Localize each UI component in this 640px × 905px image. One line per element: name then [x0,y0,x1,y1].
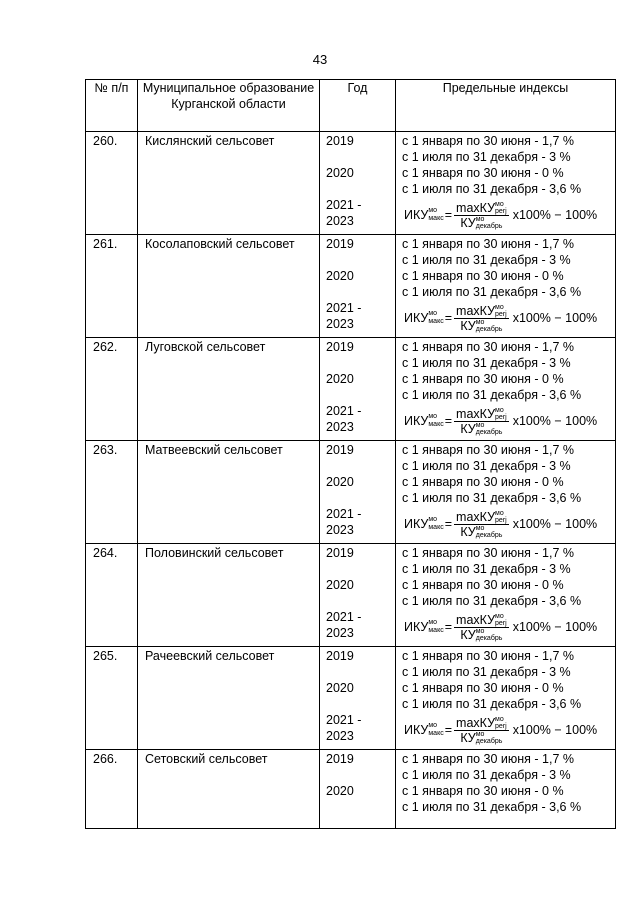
formula-numerator: maxКУ мо perj [456,303,507,318]
year-2019: 2019 [326,752,354,766]
formula-numerator: maxКУ мо perj [456,715,507,730]
period-index: с 1 января по 30 июня - 0 % [402,269,564,283]
period-index: с 1 января по 30 июня - 1,7 % [402,134,574,148]
page-number: 43 [312,52,328,67]
year-2020: 2020 [326,784,354,798]
period-index: с 1 июля по 31 декабря - 3 % [402,253,571,267]
period-index: с 1 января по 30 июня - 0 % [402,475,564,489]
year-2019: 2019 [326,340,354,354]
municipality-name: Кислянский сельсовет [138,132,320,235]
period-index: с 1 июля по 31 декабря - 3 % [402,562,571,576]
indices-cell [396,235,616,338]
formula-numerator: maxКУ мо perj [456,509,507,524]
indices-cell [396,750,616,829]
period-index: с 1 января по 30 июня - 1,7 % [402,649,574,663]
row-number: 264. [86,544,138,647]
municipality-name: Половинский сельсовет [138,544,320,647]
formula-lhs-sub: макс [428,318,444,325]
index-formula [402,403,615,439]
year-2020: 2020 [326,269,354,283]
municipality-name: Рачеевский сельсовет [138,647,320,750]
formula-denominator: КУ мо декабрь [460,730,503,745]
formula-lhs: ИКУ [404,414,429,428]
formula-fraction [454,407,509,436]
table-row [86,647,616,750]
header-indices: Предельные индексы [396,80,616,132]
formula-denominator: КУ мо декабрь [460,524,503,539]
indices-cell [396,132,616,235]
row-number: 266. [86,750,138,829]
index-formula [402,300,615,336]
row-number: 262. [86,338,138,441]
period-index: с 1 января по 30 июня - 1,7 % [402,443,574,457]
year-2019: 2019 [326,134,354,148]
formula-denominator: КУ мо декабрь [460,318,503,333]
formula-lhs: ИКУ [404,723,429,737]
header-year: Год [320,80,396,132]
formula-equals: = [444,517,453,531]
formula-lhs-sup: мо [428,722,438,729]
formula-fraction [454,201,509,230]
municipality-name: Косолаповский сельсовет [138,235,320,338]
formula-equals: = [444,723,453,737]
period-index: с 1 июля по 31 декабря - 3 % [402,356,571,370]
table-row [86,544,616,647]
formula-tail: x100% − 100% [512,414,598,428]
year-range-end: 2023 [326,317,354,331]
row-number: 263. [86,441,138,544]
header-municipality: Муниципальное образование Курганской области [138,80,320,132]
formula-fraction [454,716,509,745]
indices-cell [396,338,616,441]
formula-lhs: ИКУ [404,517,429,531]
formula-numerator: maxКУ мо perj [456,200,507,215]
formula-lhs-sub: макс [428,524,444,531]
period-index: с 1 января по 30 июня - 0 % [402,578,564,592]
formula-fraction [454,304,509,333]
indices-cell [396,441,616,544]
year-2019: 2019 [326,649,354,663]
formula-equals: = [444,208,453,222]
formula-denominator: КУ мо декабрь [460,627,503,642]
formula-lhs-sub: макс [428,215,444,222]
formula-equals: = [444,311,453,325]
year-cell [320,132,396,235]
year-2019: 2019 [326,443,354,457]
formula-lhs-sup: мо [428,207,438,214]
period-index: с 1 июля по 31 декабря - 3,6 % [402,388,582,402]
year-2020: 2020 [326,166,354,180]
formula-tail: x100% − 100% [512,723,598,737]
period-index: с 1 июля по 31 декабря - 3 % [402,768,571,782]
year-2019: 2019 [326,546,354,560]
header-num: № п/п [86,80,138,132]
formula-lhs-sup: мо [428,413,438,420]
formula-lhs: ИКУ [404,311,429,325]
year-cell [320,544,396,647]
year-range-end: 2023 [326,420,354,434]
period-index: с 1 января по 30 июня - 1,7 % [402,237,574,251]
period-index: с 1 июля по 31 декабря - 3 % [402,150,571,164]
formula-denominator: КУ мо декабрь [460,215,503,230]
formula-tail: x100% − 100% [512,517,598,531]
year-range-end: 2023 [326,729,354,743]
period-index: с 1 января по 30 июня - 1,7 % [402,546,574,560]
year-range-start: 2021 - [326,507,362,521]
formula-tail: x100% − 100% [512,208,598,222]
formula-lhs-sub: макс [428,627,444,634]
period-index: с 1 января по 30 июня - 1,7 % [402,340,574,354]
year-range-end: 2023 [326,626,354,640]
table-row [86,441,616,544]
period-index: с 1 января по 30 июня - 0 % [402,166,564,180]
year-range-end: 2023 [326,214,354,228]
row-number: 261. [86,235,138,338]
table-row [86,235,616,338]
formula-lhs-sub: макс [428,421,444,428]
municipality-name: Сетовский сельсовет [138,750,320,829]
period-index: с 1 июля по 31 декабря - 3 % [402,459,571,473]
period-index: с 1 января по 30 июня - 1,7 % [402,752,574,766]
year-cell [320,338,396,441]
formula-tail: x100% − 100% [512,620,598,634]
index-formula [402,609,615,645]
year-2020: 2020 [326,578,354,592]
row-number: 265. [86,647,138,750]
table-header-row [86,80,616,132]
formula-equals: = [444,620,453,634]
indices-table [85,79,616,829]
period-index: с 1 января по 30 июня - 0 % [402,784,564,798]
year-cell [320,750,396,829]
year-2020: 2020 [326,475,354,489]
indices-cell [396,647,616,750]
year-range-start: 2021 - [326,404,362,418]
period-index: с 1 июля по 31 декабря - 3,6 % [402,594,582,608]
formula-numerator: maxКУ мо perj [456,406,507,421]
index-formula [402,506,615,542]
period-index: с 1 января по 30 июня - 0 % [402,372,564,386]
year-range-start: 2021 - [326,713,362,727]
formula-lhs-sup: мо [428,619,438,626]
formula-fraction [454,613,509,642]
year-2019: 2019 [326,237,354,251]
period-index: с 1 января по 30 июня - 0 % [402,681,564,695]
year-cell [320,441,396,544]
year-cell [320,235,396,338]
period-index: с 1 июля по 31 декабря - 3,6 % [402,182,582,196]
period-index: с 1 июля по 31 декабря - 3,6 % [402,697,582,711]
year-range-start: 2021 - [326,301,362,315]
year-2020: 2020 [326,681,354,695]
row-number: 260. [86,132,138,235]
period-index: с 1 июля по 31 декабря - 3,6 % [402,285,582,299]
formula-fraction [454,510,509,539]
table-row [86,750,616,829]
municipality-name: Луговской сельсовет [138,338,320,441]
formula-numerator: maxКУ мо perj [456,612,507,627]
index-formula [402,712,615,748]
formula-denominator: КУ мо декабрь [460,421,503,436]
municipality-name: Матвеевский сельсовет [138,441,320,544]
table-row [86,132,616,235]
year-range-end: 2023 [326,523,354,537]
year-cell [320,647,396,750]
formula-tail: x100% − 100% [512,311,598,325]
formula-lhs-sub: макс [428,730,444,737]
year-2020: 2020 [326,372,354,386]
period-index: с 1 июля по 31 декабря - 3,6 % [402,491,582,505]
formula-lhs-sup: мо [428,310,438,317]
index-formula [402,197,615,233]
year-range-start: 2021 - [326,198,362,212]
table-row [86,338,616,441]
year-range-start: 2021 - [326,610,362,624]
formula-lhs-sup: мо [428,516,438,523]
formula-lhs: ИКУ [404,620,429,634]
period-index: с 1 июля по 31 декабря - 3,6 % [402,800,582,814]
formula-lhs: ИКУ [404,208,429,222]
period-index: с 1 июля по 31 декабря - 3 % [402,665,571,679]
formula-equals: = [444,414,453,428]
indices-cell [396,544,616,647]
